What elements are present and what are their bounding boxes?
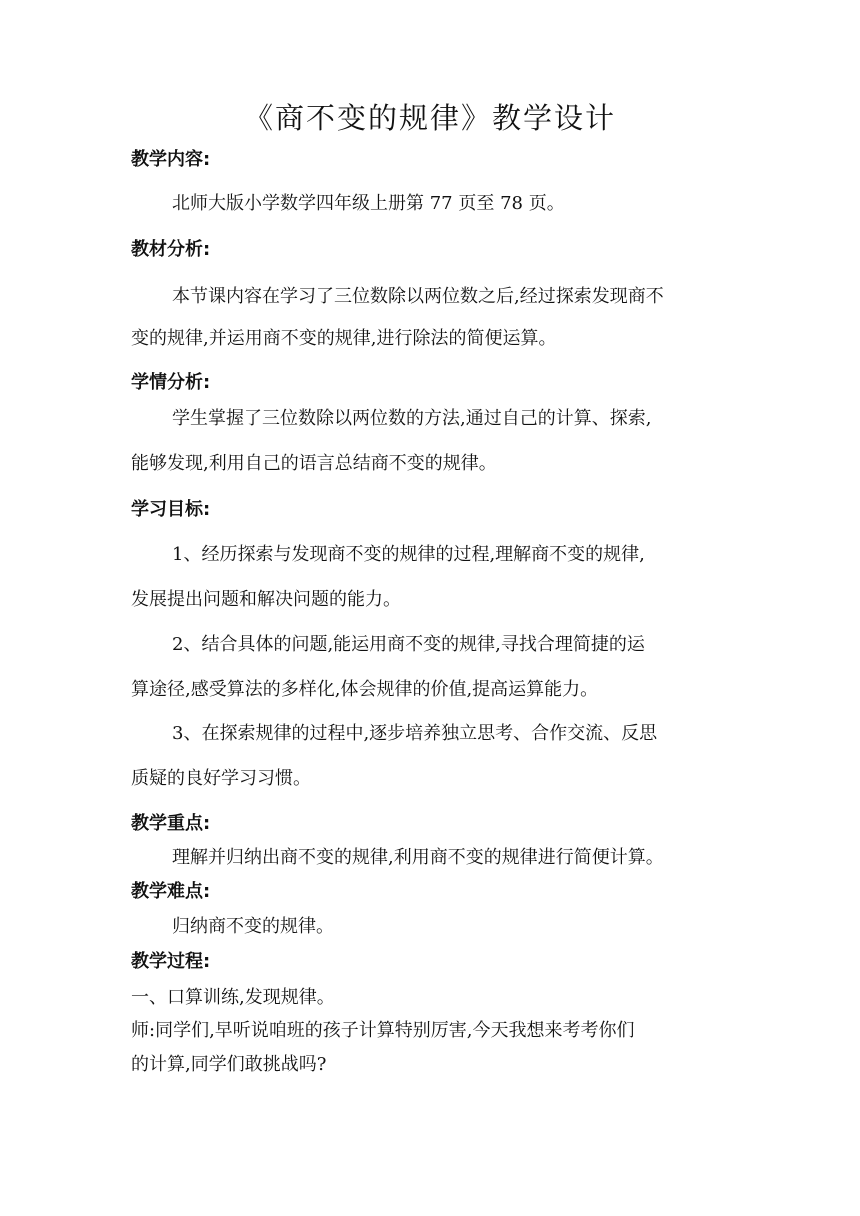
material-analysis-line-1: 本节课内容在学习了三位数除以两位数之后,经过探索发现商不 — [172, 286, 664, 307]
key-points-text: 理解并归纳出商不变的规律,利用商不变的规律进行简便计算。 — [172, 847, 664, 868]
heading-student-analysis: 学情分析: — [131, 372, 211, 393]
heading-learning-goals: 学习目标: — [131, 499, 211, 520]
goal-3-line-2: 质疑的良好学习习惯。 — [131, 768, 311, 789]
heading-material-analysis: 教材分析: — [131, 239, 211, 260]
process-teacher-line-1: 师:同学们,早听说咱班的孩子计算特别厉害,今天我想来考考你们 — [131, 1020, 635, 1041]
material-analysis-line-2: 变的规律,并运用商不变的规律,进行除法的简便运算。 — [131, 328, 557, 349]
heading-teaching-process: 教学过程: — [131, 951, 211, 972]
process-teacher-line-2: 的计算,同学们敢挑战吗? — [131, 1054, 327, 1075]
difficult-points-text: 归纳商不变的规律。 — [172, 916, 334, 937]
goal-2-line-1: 2、结合具体的问题,能运用商不变的规律,寻找合理简捷的运 — [172, 634, 645, 655]
heading-difficult-points: 教学难点: — [131, 881, 211, 902]
teaching-content-text: 北师大版小学数学四年级上册第 77 页至 78 页。 — [172, 193, 565, 214]
goal-3-line-1: 3、在探索规律的过程中,逐步培养独立思考、合作交流、反思 — [172, 723, 658, 744]
heading-key-points: 教学重点: — [131, 813, 211, 834]
goal-1-line-2: 发展提出问题和解决问题的能力。 — [131, 589, 401, 610]
heading-teaching-content: 教学内容: — [131, 149, 211, 170]
document-title: 《商不变的规律》教学设计 — [243, 101, 616, 135]
process-step-1: 一、口算训练,发现规律。 — [131, 987, 335, 1008]
goal-2-line-2: 算途径,感受算法的多样化,体会规律的价值,提高运算能力。 — [131, 679, 599, 700]
goal-1-line-1: 1、经历探索与发现商不变的规律的过程,理解商不变的规律, — [172, 544, 645, 565]
student-analysis-line-2: 能够发现,利用自己的语言总结商不变的规律。 — [131, 453, 497, 474]
student-analysis-line-1: 学生掌握了三位数除以两位数的方法,通过自己的计算、探索, — [172, 408, 652, 429]
